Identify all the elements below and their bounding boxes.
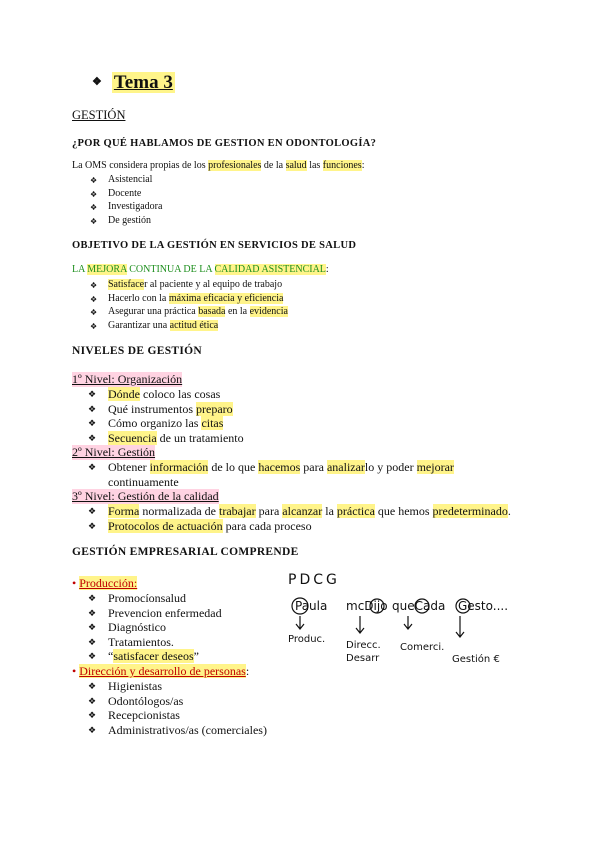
text: satisfacer deseos <box>113 649 194 664</box>
text: • <box>72 576 77 590</box>
handwriting-label: Produc. <box>288 634 326 645</box>
text: CALIDAD ASISTENCIAL <box>214 264 326 275</box>
section-title: GESTIÓN <box>72 108 126 122</box>
diamond-bullet-icon: ❖ <box>88 520 97 531</box>
list-item <box>88 416 244 431</box>
heading-objective: OBJETIVO DE LA GESTIÓN EN SERVICIOS DE SALUD <box>72 240 357 251</box>
text: Promocíonsalud <box>108 591 186 605</box>
level-2-title: 2º Nivel: Gestión <box>72 445 156 459</box>
list-item <box>90 200 163 214</box>
list-item <box>88 722 267 738</box>
page-title: Tema 3 <box>113 72 173 93</box>
diamond-bullet-icon: ❖ <box>90 281 98 290</box>
text: La OMS considera propias de los <box>72 160 209 171</box>
list-item <box>88 591 222 606</box>
list-item-continuation <box>108 475 454 490</box>
diamond-bullet-icon: ❖ <box>88 651 97 662</box>
text: coloco las cosas <box>140 387 221 401</box>
heading-why-management: ¿POR QUÉ HABLAMOS DE GESTION EN ODONTOLOGÍA? <box>72 138 377 149</box>
text: LA <box>72 264 88 275</box>
text: Prevencion enfermedad <box>108 605 222 620</box>
text: profesionales <box>208 160 262 171</box>
handwriting-label: Comerci. <box>400 642 445 653</box>
list-item <box>88 649 222 664</box>
text: continuamente <box>108 474 179 489</box>
diamond-bullet-icon: ❖ <box>88 681 97 691</box>
text: Asistencial <box>108 174 153 185</box>
handwriting-pdcg: PDCG <box>288 572 340 588</box>
level-3-list <box>88 504 511 533</box>
text: información <box>149 460 209 474</box>
page-title-row <box>92 72 175 94</box>
text: • <box>72 664 77 678</box>
text: mejorar <box>416 460 454 474</box>
text: la <box>322 504 337 518</box>
diamond-bullet-icon: ❖ <box>90 216 98 226</box>
heading-levels: NIVELES DE GESTIÓN <box>72 345 203 357</box>
diamond-bullet-icon: ❖ <box>88 403 97 414</box>
objective-list <box>90 278 288 332</box>
production-list <box>88 591 222 664</box>
handwriting-word: Gesto.... <box>458 599 509 613</box>
list-item <box>90 214 162 228</box>
diamond-bullet-icon: ❖ <box>88 724 97 735</box>
text: de la <box>261 160 286 171</box>
diamond-bullet-icon: ❖ <box>90 294 98 304</box>
oms-intro <box>72 160 364 171</box>
text: CONTINUA DE LA <box>126 264 215 275</box>
text: que hemos <box>374 504 433 518</box>
text: Garantizar una <box>108 319 170 331</box>
text: Tratamientos. <box>108 634 174 649</box>
text: normalizada de <box>139 504 219 518</box>
text: “ <box>108 649 114 664</box>
text: preparo <box>196 401 233 416</box>
text: actitud ética <box>169 319 219 331</box>
diamond-bullet-icon: ❖ <box>88 636 97 647</box>
arrow-down-icon <box>456 616 464 637</box>
list-item <box>90 278 288 292</box>
handwriting-label: Desarr <box>346 653 380 664</box>
handwriting-label: Direcc. <box>346 640 381 651</box>
text: para cada proceso <box>222 518 312 533</box>
text: Obtener <box>108 460 150 474</box>
text: Forma <box>108 504 140 518</box>
arrow-down-icon <box>296 616 304 629</box>
list-item <box>90 305 288 319</box>
diamond-bullet-icon: ❖ <box>88 432 97 443</box>
diamond-bullet-icon: ❖ <box>88 710 97 721</box>
heading-business-management: GESTIÓN EMPRESARIAL COMPRENDE <box>72 546 299 558</box>
level-1-list <box>88 387 244 445</box>
list-item <box>88 708 267 723</box>
handwriting-word: Paula <box>295 599 328 613</box>
text: máxima eficacia y eficiencia <box>168 292 284 304</box>
diamond-bullet-icon: ❖ <box>88 389 97 399</box>
text: Dónde <box>108 387 140 401</box>
list-item <box>88 430 244 446</box>
list-item <box>88 401 244 417</box>
text: en la <box>225 306 250 317</box>
diamond-bullet-icon: ❖ <box>88 418 97 429</box>
people-list <box>88 679 267 737</box>
text: evidencia <box>249 306 288 317</box>
text: para <box>255 504 283 518</box>
text: basada <box>198 306 226 317</box>
text: funciones <box>322 160 362 171</box>
text: Asegurar una práctica <box>108 306 199 317</box>
text: Administrativos/as (comerciales) <box>108 722 267 737</box>
list-item <box>88 693 267 709</box>
list-item <box>88 460 454 475</box>
text: para <box>300 460 327 474</box>
list-item <box>88 518 511 534</box>
text: De gestión <box>108 214 152 226</box>
text: práctica <box>336 504 375 518</box>
level-1-title: 1º Nivel: Organización <box>72 372 183 386</box>
text: Protocolos de actuación <box>108 518 223 533</box>
text: de lo que <box>208 460 259 474</box>
text: salud <box>285 160 307 171</box>
level-2-list <box>88 460 454 489</box>
text: Docente <box>108 187 142 199</box>
level-3-title: 3º Nivel: Gestión de la calidad <box>72 489 219 503</box>
list-item <box>88 387 244 402</box>
text: trabajar <box>218 504 256 518</box>
diamond-bullet-icon: ❖ <box>90 308 98 317</box>
people-development-title <box>72 664 249 679</box>
arrow-down-icon <box>356 616 364 633</box>
text: de un tratamiento <box>156 430 244 445</box>
text: Cómo organizo las <box>108 416 202 431</box>
arrow-down-icon <box>404 616 412 629</box>
text: Odontólogos/as <box>108 693 184 708</box>
text: Hacerlo con la <box>108 292 169 304</box>
diamond-bullet-icon: ❖ <box>88 622 97 633</box>
text: ” <box>193 649 199 664</box>
text: Recepcionistas <box>108 708 180 723</box>
list-item <box>90 292 288 306</box>
handwriting-word: queCada <box>392 599 446 613</box>
list-item <box>90 319 288 333</box>
handwriting-word: mcDijo <box>346 599 388 613</box>
text: MEJORA <box>87 264 127 275</box>
text: lo y poder <box>364 460 417 474</box>
text: citas <box>201 416 224 431</box>
diamond-bullet-icon: ❖ <box>88 695 97 706</box>
text: Qué instrumentos <box>108 401 196 416</box>
text: r al paciente y al equipo de trabajo <box>144 279 283 290</box>
text: predeterminado <box>432 504 508 518</box>
diamond-bullet-icon: ❖ <box>88 506 97 516</box>
text: Producción: <box>79 576 138 590</box>
production-title <box>72 576 137 591</box>
text: Investigadora <box>108 201 163 212</box>
continuous-improvement-lead <box>72 264 329 275</box>
diamond-bullet-icon: ❖ <box>88 607 97 618</box>
text: . <box>507 504 511 518</box>
list-item <box>88 605 222 621</box>
list-item <box>90 173 162 187</box>
text: : <box>361 160 365 171</box>
text: hacemos <box>258 460 301 474</box>
diamond-bullet-icon: ❖ <box>90 189 98 199</box>
diamond-bullet-icon: ❖ <box>90 203 98 212</box>
text: Secuencia <box>108 430 157 445</box>
handwritten-mnemonic <box>280 566 520 676</box>
text: Dirección y desarrollo de personas <box>79 664 246 678</box>
text: Diagnóstico <box>108 620 166 635</box>
list-item <box>88 620 222 635</box>
list-item <box>88 504 511 519</box>
text: : <box>245 664 250 678</box>
text: las <box>306 160 323 171</box>
text: alcanzar <box>282 504 323 518</box>
diamond-bullet-icon: ❖ <box>92 76 102 88</box>
list-item <box>88 679 267 694</box>
text: Satisface <box>108 279 145 290</box>
text: Higienistas <box>108 679 162 693</box>
diamond-bullet-icon: ❖ <box>88 462 97 472</box>
handwriting-label: Gestión € <box>452 654 500 665</box>
text: analizar <box>326 460 365 474</box>
diamond-bullet-icon: ❖ <box>90 321 98 331</box>
diamond-bullet-icon: ❖ <box>90 176 98 185</box>
text: : <box>325 264 329 275</box>
diamond-bullet-icon: ❖ <box>88 593 97 603</box>
functions-list <box>90 173 163 227</box>
list-item <box>88 634 222 650</box>
list-item <box>90 187 162 201</box>
